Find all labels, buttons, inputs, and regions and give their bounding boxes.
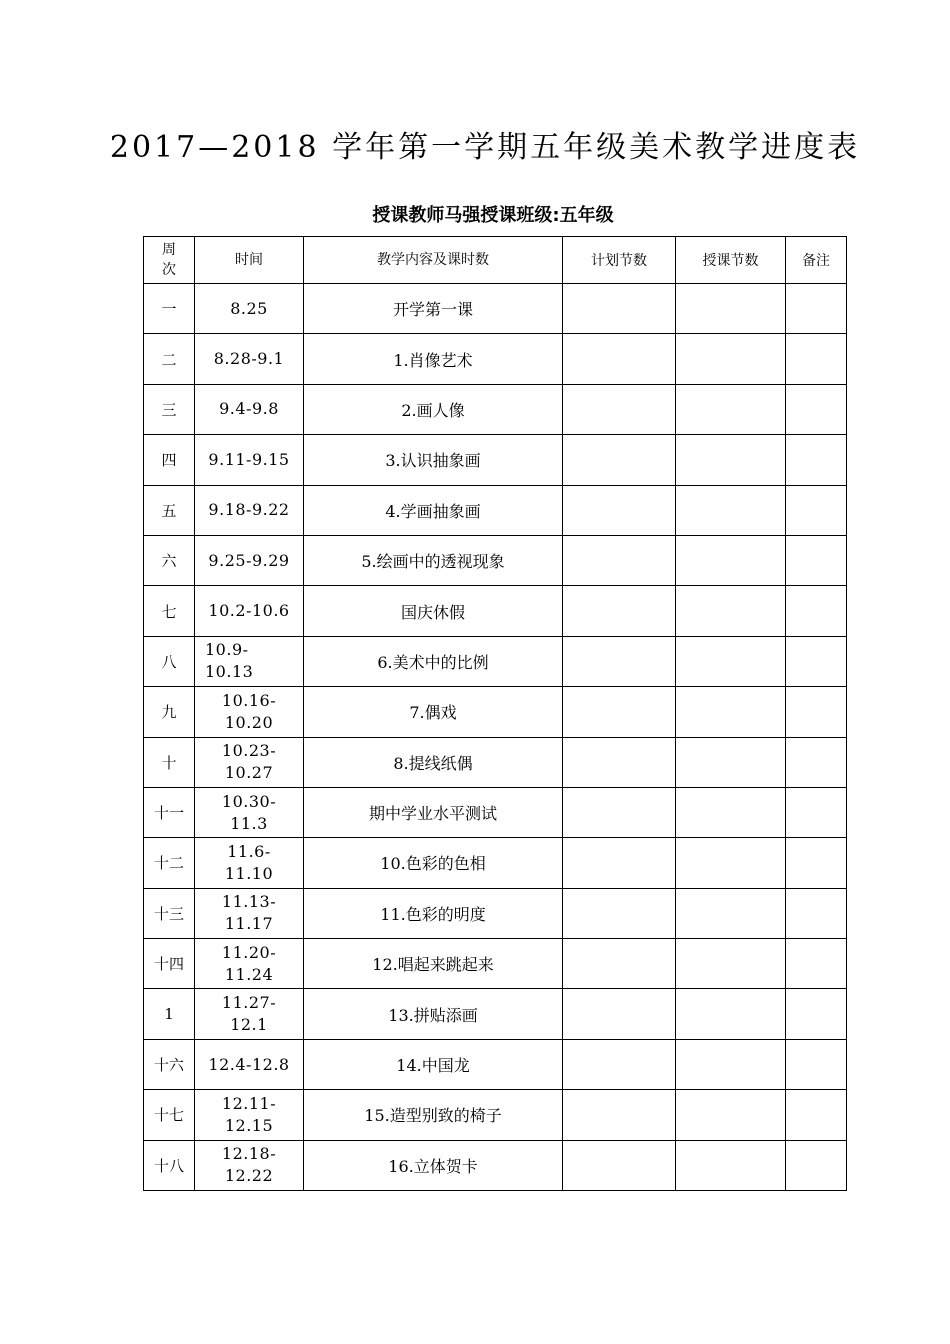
week-cell: 十 — [144, 737, 195, 787]
taught-cell — [676, 284, 786, 334]
remarks-cell — [786, 485, 847, 535]
time-cell: 8.28-9.1 — [195, 334, 304, 384]
planned-cell — [563, 1039, 676, 1089]
table-row — [144, 687, 847, 737]
time-cell: 11.20- 11.24 — [195, 939, 304, 989]
planned-cell — [563, 1090, 676, 1140]
week-cell: 六 — [144, 535, 195, 585]
remarks-cell — [786, 989, 847, 1039]
taught-cell — [676, 1090, 786, 1140]
remarks-cell — [786, 535, 847, 585]
taught-cell — [676, 989, 786, 1039]
time-cell: 12.11- 12.15 — [195, 1090, 304, 1140]
table-row — [144, 334, 847, 384]
header-time: 时间 — [195, 237, 304, 284]
remarks-cell — [786, 636, 847, 686]
table-row — [144, 485, 847, 535]
planned-cell — [563, 384, 676, 434]
table-row — [144, 435, 847, 485]
table-row — [144, 1039, 847, 1089]
planned-cell — [563, 485, 676, 535]
planned-cell — [563, 888, 676, 938]
planned-cell — [563, 737, 676, 787]
content-cell: 11.色彩的明度 — [304, 888, 563, 938]
page-title: 2017—2018 学年第一学期五年级美术教学进度表 — [109, 130, 861, 165]
week-cell: 五 — [144, 485, 195, 535]
week-cell: 十三 — [144, 888, 195, 938]
time-cell: 8.25 — [195, 284, 304, 334]
taught-cell — [676, 838, 786, 888]
content-cell: 8.提线纸偶 — [304, 737, 563, 787]
table-row — [144, 1090, 847, 1140]
planned-cell — [563, 334, 676, 384]
content-cell: 国庆休假 — [304, 586, 563, 636]
remarks-cell — [786, 787, 847, 837]
remarks-cell — [786, 838, 847, 888]
remarks-cell — [786, 435, 847, 485]
time-cell: 9.25-9.29 — [195, 535, 304, 585]
week-cell: 二 — [144, 334, 195, 384]
week-cell: 八 — [144, 636, 195, 686]
planned-cell — [563, 687, 676, 737]
content-cell: 期中学业水平测试 — [304, 787, 563, 837]
week-cell: 四 — [144, 435, 195, 485]
week-cell: 九 — [144, 687, 195, 737]
time-cell: 10.30- 11.3 — [195, 787, 304, 837]
content-cell: 12.唱起来跳起来 — [304, 939, 563, 989]
table-row — [144, 586, 847, 636]
header-planned: 计划节数 — [563, 237, 676, 284]
taught-cell — [676, 687, 786, 737]
time-cell: 12.4-12.8 — [195, 1039, 304, 1089]
content-cell: 10.色彩的色相 — [304, 838, 563, 888]
time-cell: 9.4-9.8 — [195, 384, 304, 434]
time-cell: 10.9- 10.13 — [195, 636, 304, 686]
time-cell: 11.27- 12.1 — [195, 989, 304, 1039]
table-row — [144, 1140, 847, 1190]
remarks-cell — [786, 1039, 847, 1089]
taught-cell — [676, 939, 786, 989]
table-row — [144, 838, 847, 888]
content-cell: 14.中国龙 — [304, 1039, 563, 1089]
table-row — [144, 535, 847, 585]
planned-cell — [563, 586, 676, 636]
remarks-cell — [786, 1140, 847, 1190]
content-cell: 7.偶戏 — [304, 687, 563, 737]
remarks-cell — [786, 687, 847, 737]
taught-cell — [676, 888, 786, 938]
week-cell: 十二 — [144, 838, 195, 888]
planned-cell — [563, 435, 676, 485]
taught-cell — [676, 1039, 786, 1089]
time-cell: 10.16- 10.20 — [195, 687, 304, 737]
table-row — [144, 888, 847, 938]
week-cell: 一 — [144, 284, 195, 334]
content-cell: 2.画人像 — [304, 384, 563, 434]
remarks-cell — [786, 284, 847, 334]
remarks-cell — [786, 939, 847, 989]
remarks-cell — [786, 737, 847, 787]
time-cell: 12.18- 12.22 — [195, 1140, 304, 1190]
content-cell: 3.认识抽象画 — [304, 435, 563, 485]
planned-cell — [563, 636, 676, 686]
content-cell: 13.拼贴添画 — [304, 989, 563, 1039]
table-row — [144, 787, 847, 837]
table-row — [144, 384, 847, 434]
taught-cell — [676, 334, 786, 384]
taught-cell — [676, 535, 786, 585]
planned-cell — [563, 535, 676, 585]
taught-cell — [676, 636, 786, 686]
week-cell: 三 — [144, 384, 195, 434]
table-row — [144, 636, 847, 686]
table-row — [144, 737, 847, 787]
time-cell: 10.2-10.6 — [195, 586, 304, 636]
planned-cell — [563, 284, 676, 334]
header-remarks: 备注 — [786, 237, 847, 284]
taught-cell — [676, 586, 786, 636]
content-cell: 5.绘画中的透视现象 — [304, 535, 563, 585]
week-cell: 十四 — [144, 939, 195, 989]
week-cell: 十八 — [144, 1140, 195, 1190]
week-cell: 十七 — [144, 1090, 195, 1140]
planned-cell — [563, 838, 676, 888]
time-cell: 9.11-9.15 — [195, 435, 304, 485]
content-cell: 15.造型别致的椅子 — [304, 1090, 563, 1140]
header-content: 教学内容及课时数 — [304, 237, 563, 284]
content-cell: 6.美术中的比例 — [304, 636, 563, 686]
planned-cell — [563, 1140, 676, 1190]
week-cell: 1 — [144, 989, 195, 1039]
content-cell: 4.学画抽象画 — [304, 485, 563, 535]
remarks-cell — [786, 888, 847, 938]
taught-cell — [676, 485, 786, 535]
remarks-cell — [786, 1090, 847, 1140]
remarks-cell — [786, 334, 847, 384]
time-cell: 9.18-9.22 — [195, 485, 304, 535]
taught-cell — [676, 435, 786, 485]
week-cell: 十一 — [144, 787, 195, 837]
time-cell: 11.6- 11.10 — [195, 838, 304, 888]
table-row — [144, 284, 847, 334]
planned-cell — [563, 787, 676, 837]
schedule-table — [143, 236, 847, 1191]
content-cell: 16.立体贺卡 — [304, 1140, 563, 1190]
week-cell: 十六 — [144, 1039, 195, 1089]
taught-cell — [676, 737, 786, 787]
table-row — [144, 939, 847, 989]
teacher-class-line: 授课教师马强授课班级:五年级 — [372, 205, 614, 226]
header-taught: 授课节数 — [676, 237, 786, 284]
week-cell: 七 — [144, 586, 195, 636]
taught-cell — [676, 1140, 786, 1190]
planned-cell — [563, 989, 676, 1039]
time-cell: 11.13- 11.17 — [195, 888, 304, 938]
planned-cell — [563, 939, 676, 989]
content-cell: 开学第一课 — [304, 284, 563, 334]
remarks-cell — [786, 586, 847, 636]
header-row — [144, 237, 847, 284]
schedule-body — [144, 284, 847, 1191]
time-cell: 10.23- 10.27 — [195, 737, 304, 787]
header-week: 周次 — [144, 237, 195, 284]
taught-cell — [676, 787, 786, 837]
remarks-cell — [786, 384, 847, 434]
table-row — [144, 989, 847, 1039]
taught-cell — [676, 384, 786, 434]
content-cell: 1.肖像艺术 — [304, 334, 563, 384]
